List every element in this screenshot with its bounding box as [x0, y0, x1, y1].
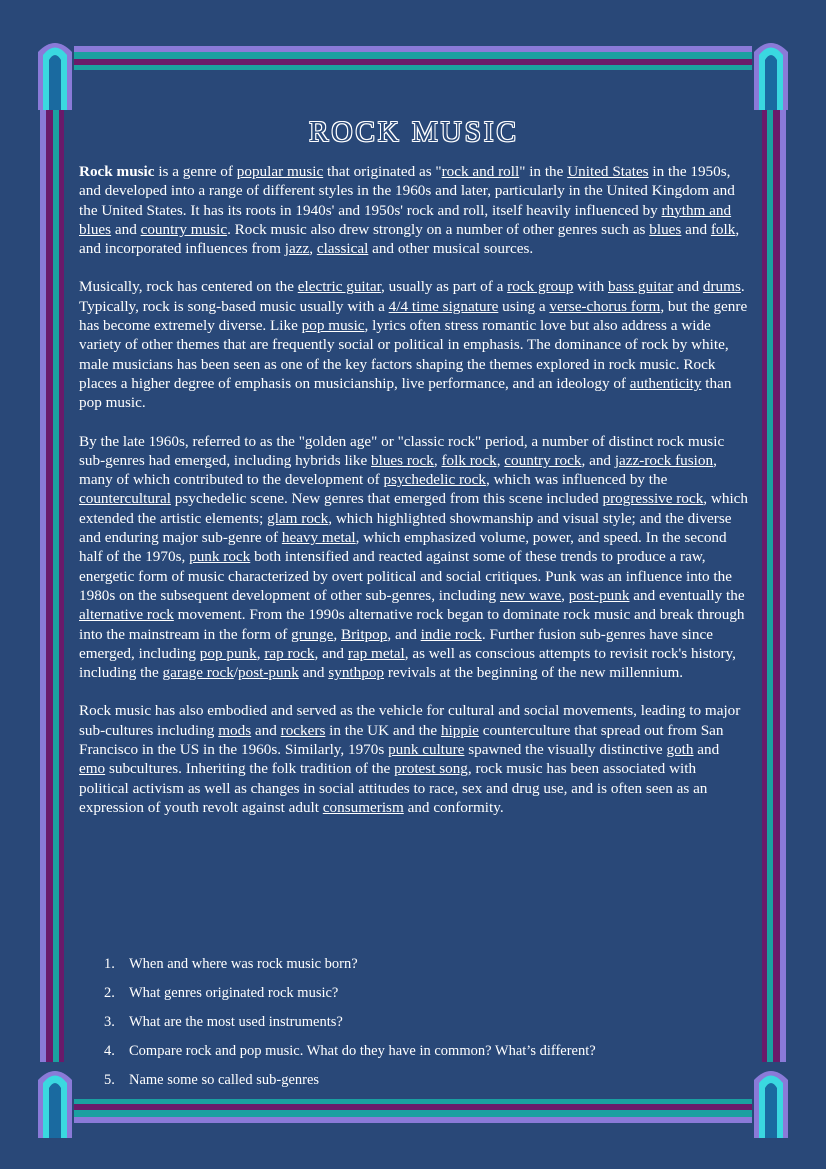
text-run: using a	[498, 297, 550, 315]
question-item	[104, 1041, 596, 1070]
inline-link[interactable]: folk rock	[441, 451, 497, 469]
inline-link[interactable]: authenticity	[629, 374, 702, 392]
text-run: , which extended the artistic elements;	[79, 490, 749, 527]
inline-link[interactable]: bass guitar	[607, 278, 674, 296]
text-run: ,	[309, 240, 317, 258]
text-run: By the late 1960s, referred to as the "golden age" or "classic rock" period, a number of distinct rock music sub-genres had emerged, including hybrids like	[79, 432, 725, 469]
text-run: in the UK and the	[325, 721, 441, 739]
inline-link[interactable]: synthpop	[328, 664, 385, 682]
text-run: , which emphasized volume, power, and speed. In the second half of the 1970s,	[79, 529, 727, 566]
inline-link[interactable]: post-punk	[568, 586, 630, 604]
text-run: and other musical sources.	[368, 240, 534, 258]
bold-term: Rock music	[79, 163, 155, 180]
inline-link[interactable]: protest song	[394, 760, 468, 778]
text-run: and	[111, 220, 141, 238]
inline-link[interactable]: 4/4 time signature	[388, 297, 499, 315]
question-item	[104, 954, 596, 983]
inline-link[interactable]: new wave	[499, 586, 562, 604]
question-item	[104, 1012, 596, 1041]
inline-link[interactable]: rhythm and blues	[79, 201, 732, 238]
text-run: with	[573, 278, 608, 296]
text-run: and	[251, 721, 281, 739]
paragraph	[79, 277, 749, 412]
question-number: 2.	[104, 985, 115, 1001]
question-number: 1.	[104, 956, 115, 972]
text-run: and eventually the	[629, 586, 745, 604]
text-run: ,	[561, 586, 569, 604]
inline-link[interactable]: electric guitar	[297, 278, 382, 296]
text-run: is a genre of	[154, 163, 237, 180]
text-run: . Rock music also drew strongly on a number of other genres such as	[227, 220, 650, 238]
inline-link[interactable]: punk culture	[388, 741, 465, 759]
text-run: ,	[256, 644, 265, 662]
text-run: , as well as conscious attempts to revisit rock's history, including the	[79, 644, 736, 682]
inline-link[interactable]: mods	[218, 721, 252, 739]
text-run: , and	[387, 625, 421, 643]
text-run: /	[233, 664, 239, 682]
inline-link[interactable]: heavy metal	[281, 529, 356, 547]
inline-link[interactable]: punk rock	[189, 548, 251, 566]
inline-link[interactable]: garage rock	[162, 664, 234, 682]
text-run: and	[298, 664, 329, 682]
inline-link[interactable]: Britpop	[340, 625, 388, 643]
corner-ornament-icon	[36, 34, 74, 110]
inline-link[interactable]: hippie	[440, 721, 479, 739]
text-run: , but the genre has become extremely diverse. Like	[79, 297, 748, 335]
text-run: subcultures. Inheriting the folk tradition of the	[105, 760, 395, 778]
inline-link[interactable]: jazz	[284, 240, 310, 258]
corner-ornament-icon	[752, 34, 790, 110]
inline-link[interactable]: rockers	[280, 721, 326, 739]
paragraph	[79, 162, 749, 258]
inline-link[interactable]: indie rock	[420, 625, 482, 643]
text-run: ,	[333, 625, 341, 643]
text-run: , usually as part of a	[381, 278, 508, 296]
text-run: Rock music has also embodied and served as the vehicle for cultural and social movements, leading to major sub-cultures including	[79, 702, 741, 739]
inline-link[interactable]: country music	[140, 220, 228, 238]
text-run: Musically, rock has centered on the	[79, 278, 298, 296]
inline-link[interactable]: pop music	[301, 317, 365, 335]
text-run: , which highlighted showmanship and visual style; and the diverse and enduring major sub-genre of	[79, 509, 732, 547]
paragraph	[79, 701, 749, 817]
text-run: , and	[581, 451, 615, 469]
inline-link[interactable]: emo	[79, 760, 106, 778]
corner-ornament-icon	[752, 1062, 790, 1138]
inline-link[interactable]: verse-chorus form	[549, 297, 661, 315]
inline-link[interactable]: post-punk	[238, 664, 299, 682]
text-run: and	[693, 741, 720, 759]
question-text: Compare rock and pop music. What do they have in common? What’s different?	[129, 1043, 596, 1059]
text-run: . Further fusion sub-genres have since emerged, including	[79, 625, 713, 662]
question-number: 3.	[104, 1014, 115, 1030]
inline-link[interactable]: folk	[710, 220, 736, 238]
text-run: , and	[314, 644, 348, 662]
text-run: revivals at the beginning of the new millennium.	[384, 664, 684, 682]
text-run: ,	[433, 451, 442, 469]
article-text	[79, 162, 749, 817]
inline-link[interactable]: consumerism	[322, 798, 404, 816]
inline-link[interactable]: rock group	[507, 278, 574, 296]
text-run: movement. From the 1990s alternative rock began to dominate rock music and break through into the mainstream in the form of	[79, 606, 745, 643]
question-text: Name some so called sub-genres	[129, 1072, 320, 1088]
text-run: both intensified and reacted against some of these trends to produce a raw, energetic form of music characterized by overt political and social critiques. Punk was an influence into the 1980s on the subsequent development of other sub-genres, including	[79, 548, 732, 604]
inline-link[interactable]: blues	[649, 220, 682, 238]
question-item	[104, 1070, 596, 1099]
text-run: ,	[496, 451, 505, 469]
question-item	[104, 983, 596, 1012]
inline-link[interactable]: grunge	[291, 625, 334, 643]
text-run: . Typically, rock is song-based music usually with a	[79, 278, 745, 315]
inline-link[interactable]: rap metal	[347, 644, 405, 662]
inline-link[interactable]: alternative rock	[79, 606, 174, 624]
corner-ornament-icon	[36, 1062, 74, 1138]
question-text: When and where was rock music born?	[129, 956, 358, 972]
question-text: What are the most used instruments?	[129, 1014, 343, 1030]
text-run: psychedelic scene. New genres that emerged from this scene included	[170, 490, 603, 508]
text-run: that originated as "	[323, 163, 442, 180]
paragraph	[79, 432, 749, 683]
inline-link[interactable]: country rock	[504, 451, 582, 469]
text-run: , rock music has been associated with political activism as well as changes in social attitudes to race, sex and drug use, and is often seen as an expression of youth revolt against adult	[79, 760, 708, 816]
question-number: 4.	[104, 1043, 115, 1059]
inline-link[interactable]: jazz-rock fusion	[614, 451, 714, 469]
document-body	[79, 112, 749, 836]
question-list	[104, 954, 596, 1099]
inline-link[interactable]: United States	[567, 163, 649, 180]
text-run: spawned the visually distinctive	[464, 741, 667, 759]
inline-link[interactable]: classical	[316, 240, 369, 258]
text-run: and conformity.	[403, 798, 504, 816]
question-number: 5.	[104, 1072, 115, 1088]
inline-link[interactable]: popular music	[236, 163, 324, 180]
text-run: in the 1950s, and developed into a range of different styles in the 1960s and later, particularly in the United Kingdom and the United States. It has its roots in 1940s' and 1950s' rock and roll, itself heavily influenced by	[79, 163, 735, 219]
inline-link[interactable]: countercultural	[79, 490, 171, 508]
inline-link[interactable]: progressive rock	[602, 490, 704, 508]
inline-link[interactable]: rock and roll	[441, 163, 520, 180]
text-run: , which was influenced by the	[486, 471, 668, 489]
inline-link[interactable]: rap rock	[264, 644, 315, 662]
text-run: , and incorporated influences from	[79, 220, 740, 258]
text-run: counterculture that spread out from San Francisco in the US in the 1960s. Similarly, 1970s	[79, 721, 724, 759]
text-run: , many of which contributed to the development of	[79, 451, 717, 489]
inline-link[interactable]: drums	[702, 278, 741, 296]
text-run: , lyrics often stress romantic love but also address a wide variety of other themes that are frequently social or political in emphasis. The dominance of rock by white, male musicians has been seen as one of the key factors shaping the themes explored in rock music. Rock places a higher degree of emphasis on musicianship, live performance, and an ideology of	[79, 317, 729, 392]
text-run: and	[673, 278, 703, 296]
inline-link[interactable]: glam rock	[267, 509, 329, 527]
text-run: and	[681, 220, 711, 238]
inline-link[interactable]: blues rock	[371, 451, 434, 469]
text-run: than pop music.	[79, 374, 732, 412]
inline-link[interactable]: goth	[666, 741, 694, 759]
text-run: " in the	[519, 163, 568, 180]
page-title: ROCK MUSIC	[309, 116, 519, 148]
inline-link[interactable]: pop punk	[199, 644, 257, 662]
question-text: What genres originated rock music?	[129, 985, 339, 1001]
inline-link[interactable]: psychedelic rock	[383, 471, 486, 489]
